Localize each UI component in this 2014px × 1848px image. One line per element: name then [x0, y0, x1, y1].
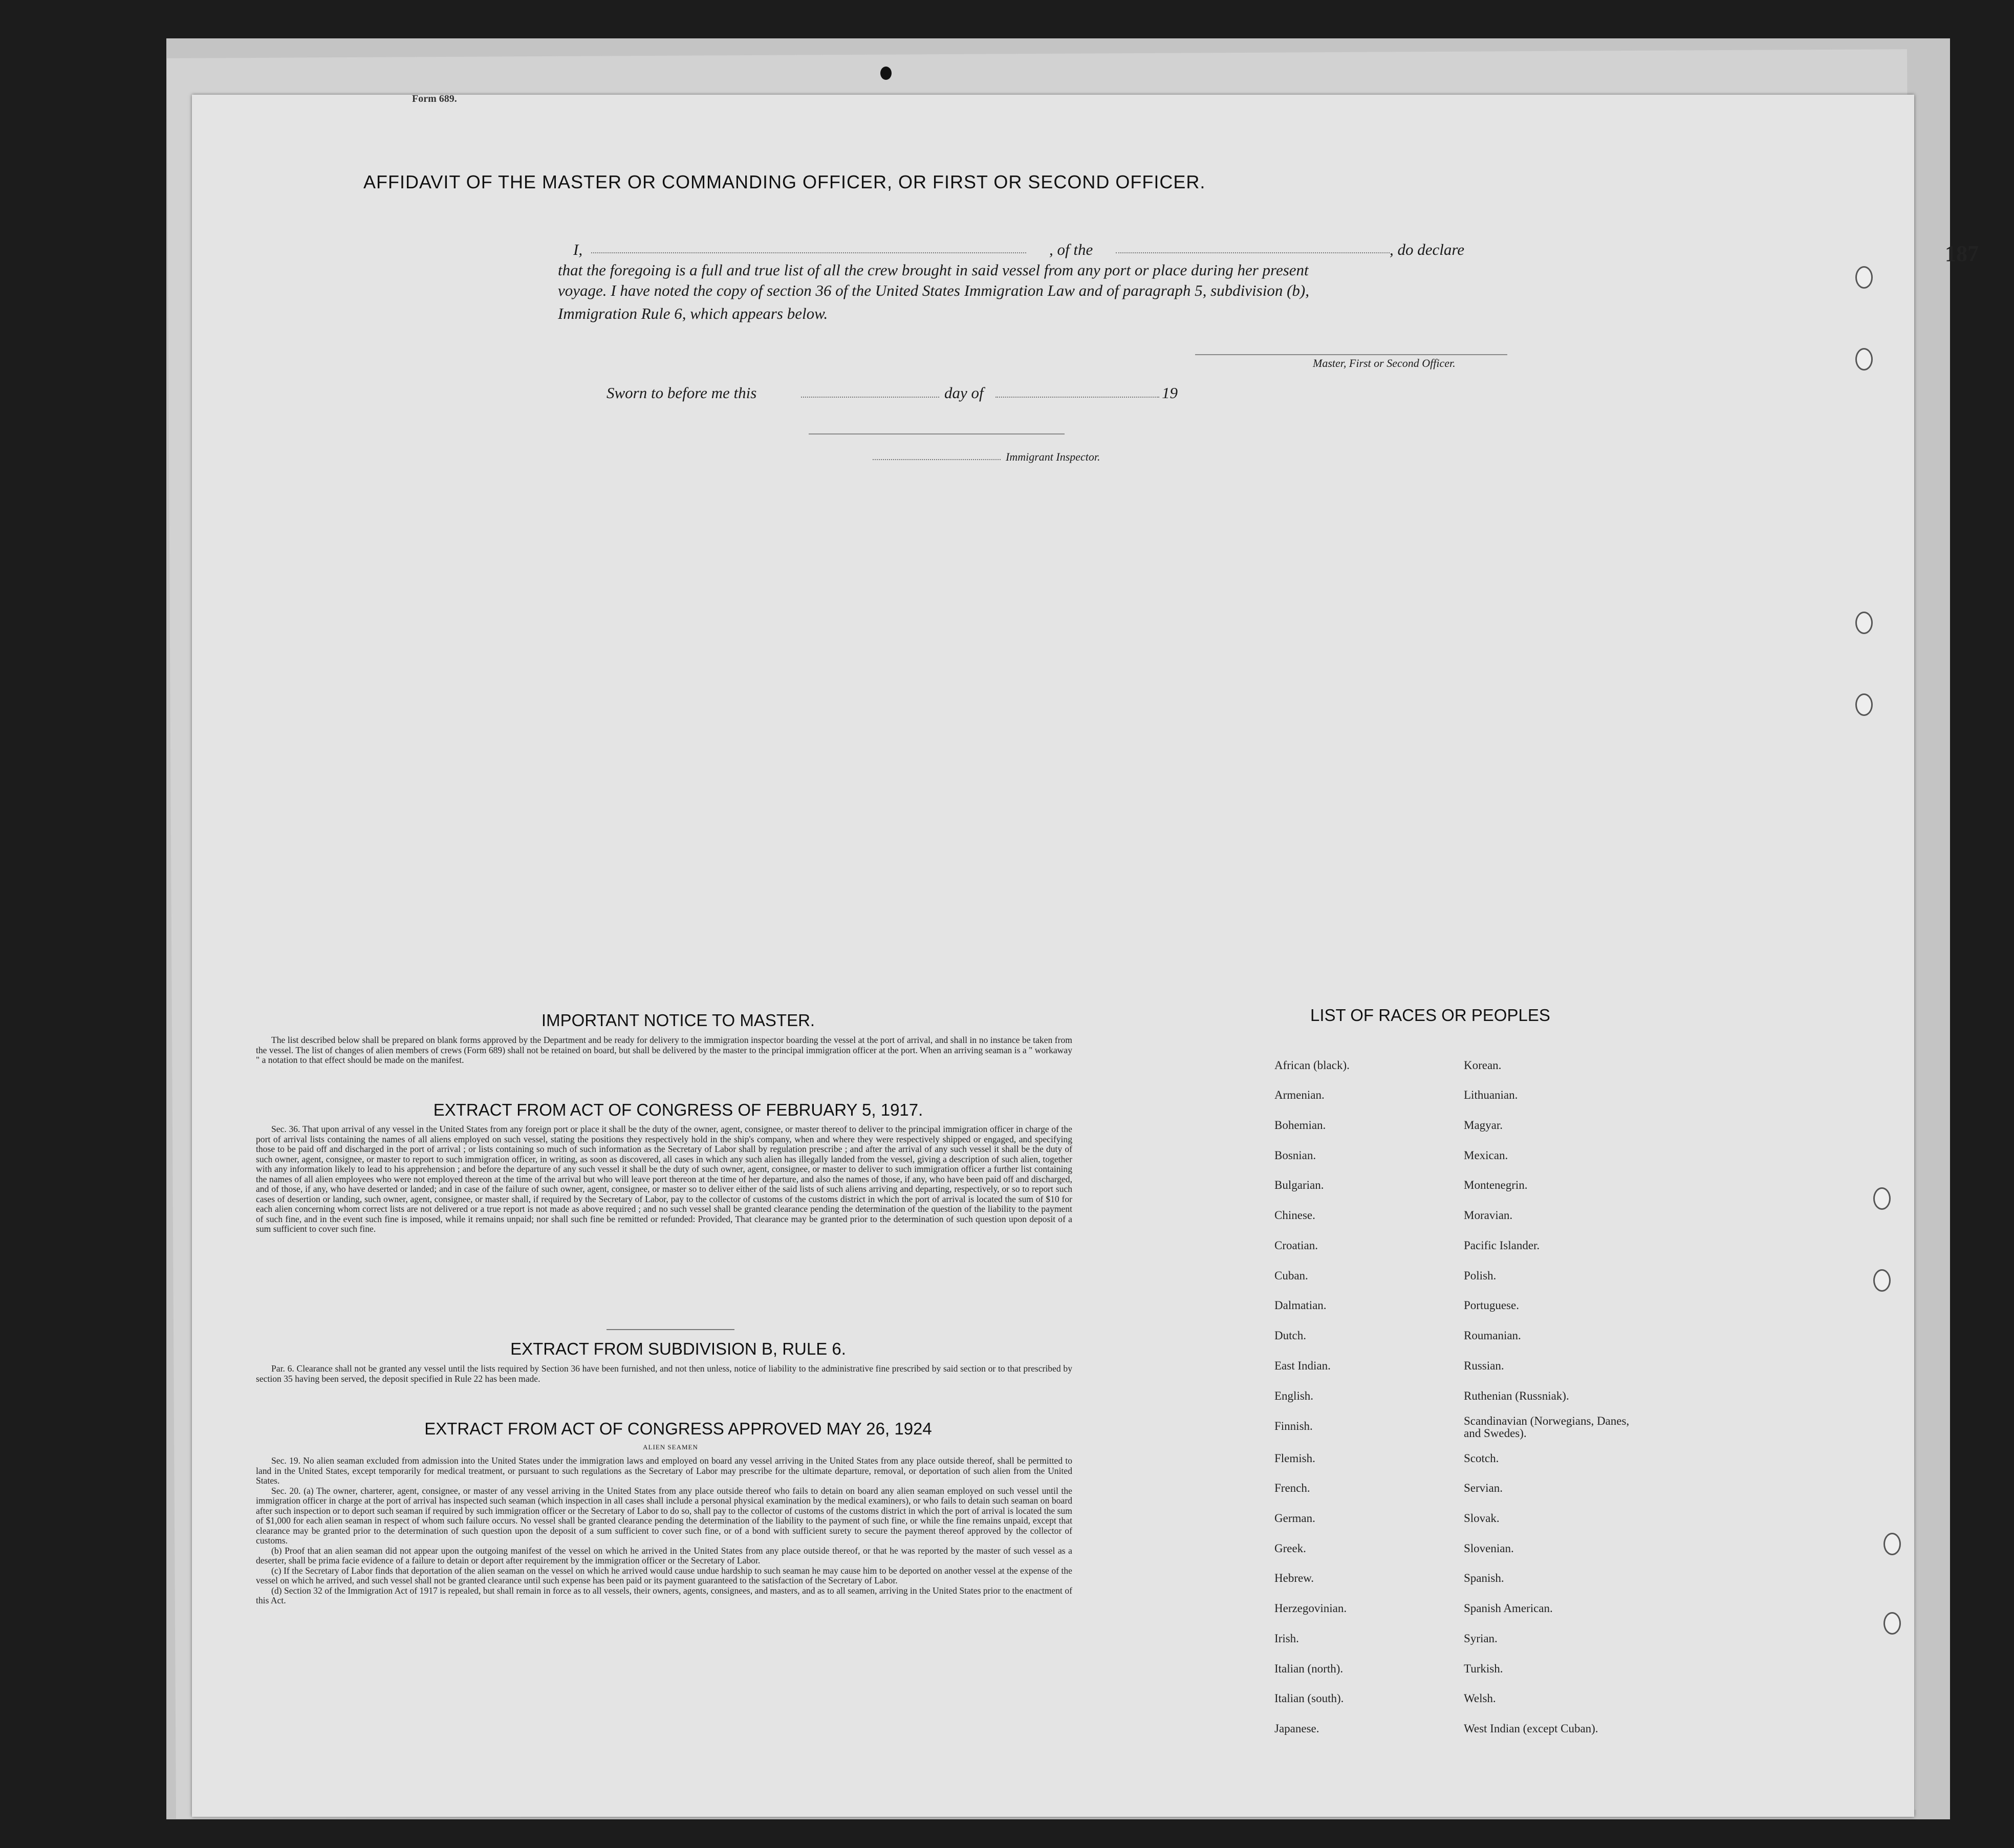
extract-1924-sec20c: (c) If the Secretary of Labor finds that deportation of the alien seaman on the vessel on which he arrived would cause undue hardship to such seaman he may cause him to be deported on another vessel at the expense of the vessel on which he arrived, and such vessel shall not be granted clearance until such expense has been paid or its payment guaranteed to the satisfaction of the Secretary of Labor. — [256, 1565, 1072, 1585]
page-number: 187 — [1945, 241, 1979, 266]
inspector-signature-line — [809, 433, 1065, 434]
race-item: Scotch. — [1464, 1452, 1499, 1465]
race-item: Korean. — [1464, 1059, 1502, 1072]
race-item: Armenian. — [1274, 1089, 1325, 1101]
race-item: Mexican. — [1464, 1149, 1508, 1162]
race-item: Syrian. — [1464, 1632, 1498, 1645]
race-item: Bohemian. — [1274, 1119, 1326, 1132]
extract-rule6-title: EXTRACT FROM SUBDIVISION B, RULE 6. — [510, 1339, 846, 1358]
races-title: LIST OF RACES OR PEOPLES — [1310, 1006, 1550, 1025]
race-item: East Indian. — [1274, 1359, 1331, 1372]
race-item: West Indian (except Cuban). — [1464, 1722, 1598, 1735]
extract-1917-text — [256, 1124, 1072, 1234]
race-item: Finnish. — [1274, 1420, 1313, 1432]
form-page — [192, 95, 1914, 1817]
extract-1924-text — [256, 1456, 1072, 1606]
race-item: Pacific Islander. — [1464, 1239, 1540, 1252]
day-of-text: day of — [944, 384, 984, 402]
race-item: Croatian. — [1274, 1239, 1318, 1252]
separator — [607, 1329, 734, 1330]
extract-1917-paragraph: Sec. 36. That upon arrival of any vessel in the United States from any foreign port or place it shall be the duty of the owner, agent, consignee, or master thereof to deliver to the principal immigration officer in charge of the port of arrival lists containing the names of all aliens employed on such vessel, stating the positions they respectively hold in the ship's company, when and where they were respectively shipped or engaged, and specifying those to be paid off and discharged in the port of arrival ; or lists containing so much of such information as the Secretary of Labor shall by regulation prescribe ; and after the arrival of any such vessel it shall be the duty of such owner, agent, consignee, or master to report to such immigration officer, in writing, as soon as discovered, all cases in which any such alien has illegally landed from the vessel, giving a description of such alien, together with any information likely to lead to his apprehension ; and before the departure of any such vessel it shall be the duty of such owner, agent, consignee, or master to deliver to such immigration officer a further list containing the names of all alien employees who were not employed thereon at the time of the arrival but who will leave port thereon at the time of her departure, and also the names of those, if any, who have been paid off and discharged, and of those, if any, who have deserted or landed; and in case of the failure of such owner, agent, consignee, or master so to deliver either of the said lists of such aliens arriving and departing, respectively, or so to report such cases of desertion or landing, such owner, agent, consignee, or master shall, if required by the Secretary of Labor, pay to the collector of customs of the customs district in which the port of arrival is located the sum of $10 for each alien concerning whom correct lists are not delivered or a true report is not made as above required ; and no such vessel shall be granted clearance pending the determination of the question of the liability to the payment of such fine, and in the event such fine is imposed, while it remains unpaid; nor shall such fine be remitted or refunded: Provided, That clearance may be granted prior to the determination of such question upon deposit of a sum sufficient to cover such fine. — [256, 1124, 1072, 1234]
race-item: Lithuanian. — [1464, 1089, 1518, 1101]
affidavit-line-3: voyage. I have noted the copy of section 36 of the United States Immigration Law and of paragraph 5, subdivision (b), — [558, 281, 1309, 299]
race-item: Turkish. — [1464, 1662, 1503, 1675]
race-item: Dalmatian. — [1274, 1299, 1327, 1312]
notice-title: IMPORTANT NOTICE TO MASTER. — [541, 1011, 815, 1030]
notice-paragraph: The list described below shall be prepared on blank forms approved by the Department and be ready for delivery to the immigration inspector boarding the vessel at the port of arrival, and shall in no instance be taken from the vessel. The list of changes of alien members of crews (Form 689) shall not be retained on board, but shall be delivered by the master to the principal immigration officer at the port. When an arriving seaman is a " workaway " a notation to that effect should be made on the manifest. — [256, 1035, 1072, 1065]
extract-1924-title: EXTRACT FROM ACT OF CONGRESS APPROVED MAY 26, 1924 — [424, 1419, 932, 1438]
race-item: German. — [1274, 1512, 1315, 1525]
race-item: Servian. — [1464, 1482, 1503, 1494]
binder-hole — [1883, 1533, 1901, 1555]
race-item: French. — [1274, 1482, 1310, 1494]
race-item: Dutch. — [1274, 1329, 1306, 1342]
race-item: Portuguese. — [1464, 1299, 1519, 1312]
punch-hole — [880, 67, 892, 80]
year-prefix: 19 — [1162, 384, 1178, 402]
affidavit-i: I, — [573, 241, 583, 258]
month-blank-line — [995, 397, 1159, 398]
affidavit-declare: , do declare — [1390, 241, 1465, 258]
race-item: Spanish American. — [1464, 1602, 1553, 1615]
race-item: African (black). — [1274, 1059, 1350, 1072]
extract-1924-sec19: Sec. 19. No alien seaman excluded from admission into the United States under the immigration laws and employed on board any vessel arriving in the United States from any place outside thereof, shall be permitted to land in the United States, except temporarily for medical treatment, or pursuant to such regulations as the Secretary of Labor may prescribe for the ultimate departure, removal, or deportation of such alien from the United States. — [256, 1455, 1072, 1486]
race-item: English. — [1274, 1389, 1314, 1402]
extract-1924-subtitle: ALIEN SEAMEN — [643, 1443, 698, 1451]
sworn-text: Sworn to before me this — [607, 384, 757, 402]
extract-rule6-text — [256, 1364, 1072, 1384]
race-item: Bulgarian. — [1274, 1179, 1324, 1191]
race-item: Irish. — [1274, 1632, 1299, 1645]
race-item: Slovak. — [1464, 1512, 1500, 1525]
affidavit-line-2: that the foregoing is a full and true list of all the crew brought in said vessel from any port or place during her present — [558, 261, 1309, 279]
race-item: Japanese. — [1274, 1722, 1319, 1735]
binder-hole — [1873, 1269, 1891, 1292]
race-item: Russian. — [1464, 1359, 1504, 1372]
extract-rule6-paragraph: Par. 6. Clearance shall not be granted any vessel until the lists required by Section 36 have been furnished, and not then unless, notice of liability to the administrative fine prescribed by said section or to that prescribed by section 35 having been served, the deposit specified in Rule 22 has been made. — [256, 1363, 1072, 1384]
race-item: Montenegrin. — [1464, 1179, 1528, 1191]
race-item: Italian (north). — [1274, 1662, 1344, 1675]
race-item: Greek. — [1274, 1542, 1306, 1555]
race-item: Moravian. — [1464, 1209, 1513, 1222]
binder-hole — [1883, 1612, 1901, 1635]
name-blank-line — [591, 252, 1026, 253]
notice-text — [256, 1035, 1072, 1066]
extract-1924-sec20a: Sec. 20. (a) The owner, charterer, agent, consignee, or master of any vessel arriving in the United States from any place outside thereof who fails to detain on board any alien seaman employed on such vessel until the immigration officer in charge at the port of arrival has inspected such seaman (which inspection in all cases shall include a personal physical examination by the medical examiners), or who fails to detain such seaman on board after such inspection or to deport such seaman if required by such immigration officer or the Secretary of Labor to do so, shall pay to the collector of customs of the customs district in which the port of arrival is located the sum of $1,000 for each alien seaman in respect of whom such failure occurs. No vessel shall be granted clearance pending the determination of the liability to the payment of such fine, or while the fine remains unpaid, except that clearance may be granted prior to the determination of such question upon the deposit of a sum sufficient to cover such fine, or of a bond with sufficient surety to secure the payment thereof approved by the collector of customs. — [256, 1485, 1072, 1546]
binder-hole — [1855, 693, 1873, 716]
binder-hole — [1855, 612, 1873, 634]
affidavit-title: AFFIDAVIT OF THE MASTER OR COMMANDING OFFICER, OR FIRST OR SECOND OFFICER. — [363, 171, 1206, 192]
day-blank-line — [801, 397, 939, 398]
affidavit-line-4: Immigration Rule 6, which appears below. — [558, 305, 828, 322]
race-item: Magyar. — [1464, 1119, 1503, 1132]
affidavit-of-the: , of the — [1049, 241, 1093, 258]
race-item: Slovenian. — [1464, 1542, 1514, 1555]
extract-1917-title: EXTRACT FROM ACT OF CONGRESS OF FEBRUARY 5, 1917. — [433, 1100, 923, 1119]
binder-hole — [1855, 266, 1873, 289]
race-item: Chinese. — [1274, 1209, 1315, 1222]
vessel-blank-line — [1116, 252, 1390, 253]
race-item: Italian (south). — [1274, 1692, 1344, 1705]
inspector-dotted-line — [873, 459, 1001, 460]
race-item: Scandinavian (Norwegians, Danes, and Swedes). — [1464, 1415, 1630, 1440]
extract-1924-sec20d: (d) Section 32 of the Immigration Act of 1917 is repealed, but shall remain in force as to all vessels, their owners, agents, consignees, and masters, and as to all seamen, arriving in the United States prior to the enactment of this Act. — [256, 1585, 1072, 1605]
race-item: Bosnian. — [1274, 1149, 1316, 1162]
race-item: Hebrew. — [1274, 1572, 1314, 1584]
race-item: Cuban. — [1274, 1269, 1308, 1282]
race-item: Roumanian. — [1464, 1329, 1521, 1342]
race-item: Welsh. — [1464, 1692, 1496, 1705]
inspector-label: Immigrant Inspector. — [1006, 450, 1100, 463]
race-item: Spanish. — [1464, 1572, 1504, 1584]
binder-hole — [1873, 1187, 1891, 1210]
race-item: Ruthenian (Russniak). — [1464, 1389, 1569, 1402]
master-signature-line — [1195, 354, 1507, 355]
binder-hole — [1855, 348, 1873, 371]
extract-1924-sec20b: (b) Proof that an alien seaman did not appear upon the outgoing manifest of the vessel on which he arrived in the United States from any place outside thereof, or that he was reported by the master of such vessel as a deserter, shall be prima facie evidence of a failure to detain or deport after requirement by the immigration officer or the Secretary of Labor. — [256, 1545, 1072, 1566]
master-label: Master, First or Second Officer. — [1313, 357, 1456, 369]
race-item: Herzegovinian. — [1274, 1602, 1347, 1615]
race-item: Polish. — [1464, 1269, 1497, 1282]
race-item: Flemish. — [1274, 1452, 1315, 1465]
form-number: Form 689. — [412, 93, 457, 104]
